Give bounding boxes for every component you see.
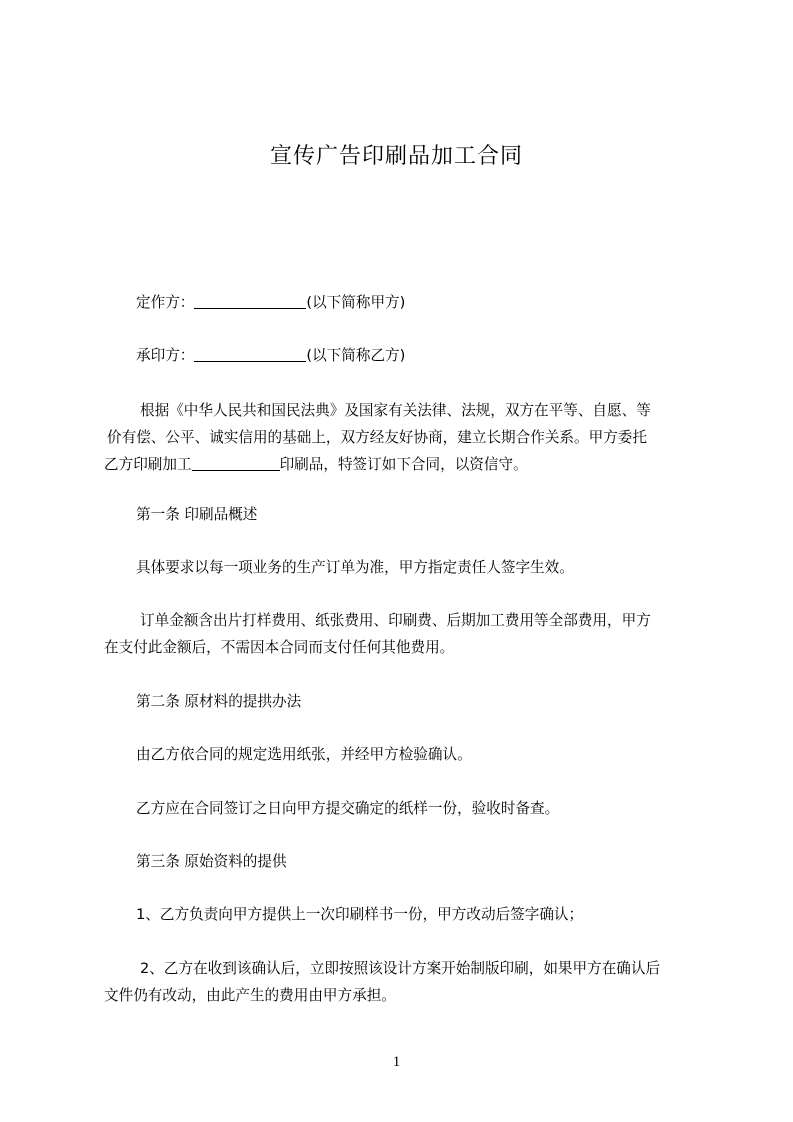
article-1-para-1: 具体要求以每一项业务的生产订单为准，甲方指定责任人签字生效。 <box>136 559 574 576</box>
preamble-line-2: 价有偿、公平、诚实信用的基础上，双方经友好协商，建立长期合作关系。甲方委托 <box>107 429 647 446</box>
article-1-para-2-line-1: 订单金额含出片打样费用、纸张费用、印刷费、后期加工费用等全部费用，甲方 <box>140 612 651 629</box>
party-b-suffix: (以下简称乙方) <box>306 347 406 364</box>
preamble-line-1: 根据《中华人民共和国民法典》及国家有关法律、法规，双方在平等、自愿、等 <box>140 402 651 419</box>
party-b-label: 承印方： <box>136 347 195 364</box>
article-3-item-2-line-1: 2、乙方在收到该确认后，立即按照该设计方案开始制版印刷，如果甲方在确认后 <box>140 960 661 977</box>
article-2-heading: 第二条 原材料的提拱办法 <box>136 693 302 710</box>
article-1-para-2-line-2: 在支付此金额后，不需因本合同而支付任何其他费用。 <box>104 639 455 656</box>
page-number: 1 <box>392 1054 401 1070</box>
article-1-heading: 第一条 印刷品概述 <box>136 506 258 523</box>
party-b-blank <box>194 346 306 362</box>
article-2-para-1: 由乙方依合同的规定选用纸张，并经甲方检验确认。 <box>136 746 472 763</box>
document-title: 宣传广告印刷品加工合同 <box>269 144 523 169</box>
preamble-line-3-suffix: 印刷品，特签订如下合同，以资信守。 <box>279 456 528 473</box>
article-2-para-2: 乙方应在合同签订之日向甲方提交确定的纸样一份，验收时备查。 <box>136 800 560 817</box>
article-3-heading: 第三条 原始资料的提供 <box>136 853 287 870</box>
party-a-suffix: (以下简称甲方) <box>306 294 406 311</box>
party-b-line <box>136 341 736 370</box>
party-a-label: 定作方： <box>136 294 195 311</box>
preamble-line-3 <box>104 450 704 479</box>
product-name-blank <box>192 455 280 471</box>
party-a-line <box>136 288 736 317</box>
party-a-blank <box>194 293 306 309</box>
article-3-item-2-line-2: 文件仍有改动，由此产生的费用由甲方承担。 <box>104 987 396 1004</box>
article-3-item-1: 1、乙方负责向甲方提供上一次印刷样书一份，甲方改动后签字确认； <box>136 906 584 923</box>
preamble-line-3-prefix: 乙方印刷加工 <box>104 456 192 473</box>
